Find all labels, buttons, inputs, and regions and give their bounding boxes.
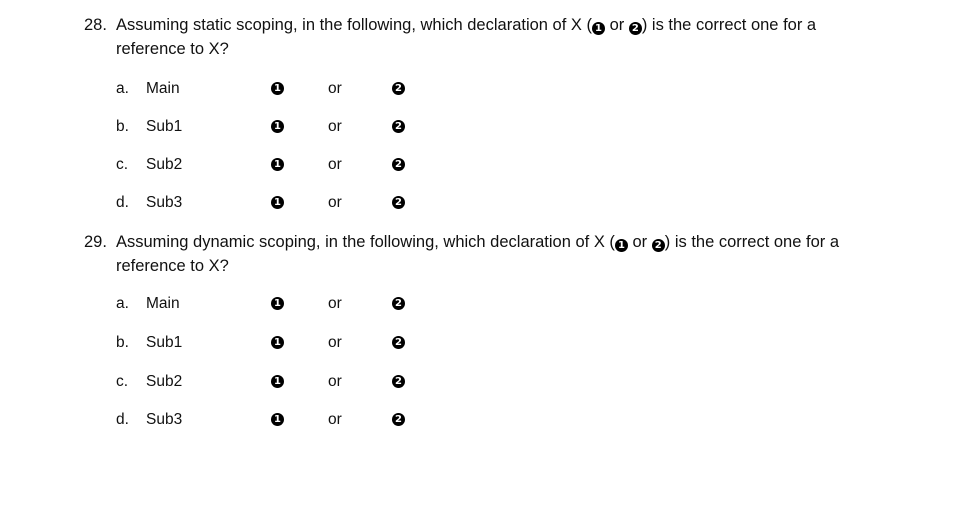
numbered-circle-2-icon[interactable]: 2 [392, 297, 405, 310]
option-name: Sub3 [146, 194, 183, 211]
numbered-circle-1-icon[interactable]: 1 [271, 120, 284, 133]
numbered-circle-2-icon[interactable]: 2 [392, 120, 405, 133]
option-row [84, 115, 944, 139]
numbered-circle-2-icon[interactable]: 2 [392, 413, 405, 426]
question-number: 28. [84, 16, 107, 34]
numbered-circle-1-icon[interactable]: 1 [271, 413, 284, 426]
option-name: Main [146, 295, 180, 312]
or-label: or [328, 334, 342, 351]
option-name: Sub2 [146, 156, 183, 173]
or-label: or [328, 411, 342, 428]
option-letter: c. [116, 156, 129, 173]
question-line-1: Assuming dynamic scoping, in the following, which declaration of X ( 1 or 2 ) is the correct one for a [116, 233, 840, 251]
option-row [84, 191, 944, 215]
numbered-circle-1-icon: 1 [615, 239, 628, 252]
numbered-circle-1-icon[interactable]: 1 [271, 297, 284, 310]
option-row [84, 292, 944, 316]
option-name: Sub2 [146, 373, 183, 390]
option-name: Sub3 [146, 411, 183, 428]
option-letter: a. [116, 295, 129, 312]
numbered-circle-1-icon[interactable]: 1 [271, 375, 284, 388]
question-line-2: reference to X? [116, 40, 229, 58]
or-label: or [328, 80, 342, 97]
numbered-circle-2-icon: 2 [652, 239, 665, 252]
option-letter: d. [116, 411, 129, 428]
option-letter: a. [116, 80, 129, 97]
option-row [84, 370, 944, 394]
numbered-circle-2-icon[interactable]: 2 [392, 336, 405, 349]
numbered-circle-2-icon[interactable]: 2 [392, 158, 405, 171]
option-name: Sub1 [146, 118, 183, 135]
option-letter: b. [116, 334, 129, 351]
or-label: or [328, 373, 342, 390]
question-line-1: Assuming static scoping, in the following, which declaration of X ( 1 or 2 ) is the correct one for a [116, 16, 817, 34]
option-name: Main [146, 80, 180, 97]
option-row [84, 331, 944, 355]
numbered-circle-2-icon: 2 [629, 22, 642, 35]
numbered-circle-1-icon: 1 [592, 22, 605, 35]
option-row [84, 153, 944, 177]
or-label: or [328, 118, 342, 135]
question-text [84, 230, 944, 278]
option-letter: c. [116, 373, 129, 390]
numbered-circle-2-icon[interactable]: 2 [392, 196, 405, 209]
numbered-circle-1-icon[interactable]: 1 [271, 158, 284, 171]
option-row [84, 77, 944, 101]
numbered-circle-1-icon[interactable]: 1 [271, 336, 284, 349]
option-letter: d. [116, 194, 129, 211]
option-row [84, 408, 944, 432]
question-line-2: reference to X? [116, 257, 229, 275]
question-28 [84, 13, 944, 211]
question-number: 29. [84, 233, 107, 251]
numbered-circle-2-icon[interactable]: 2 [392, 82, 405, 95]
or-label: or [328, 156, 342, 173]
or-label: or [328, 295, 342, 312]
question-text [84, 13, 944, 61]
or-label: or [328, 194, 342, 211]
numbered-circle-2-icon[interactable]: 2 [392, 375, 405, 388]
option-name: Sub1 [146, 334, 183, 351]
option-letter: b. [116, 118, 129, 135]
question-29 [84, 230, 944, 428]
numbered-circle-1-icon[interactable]: 1 [271, 82, 284, 95]
numbered-circle-1-icon[interactable]: 1 [271, 196, 284, 209]
